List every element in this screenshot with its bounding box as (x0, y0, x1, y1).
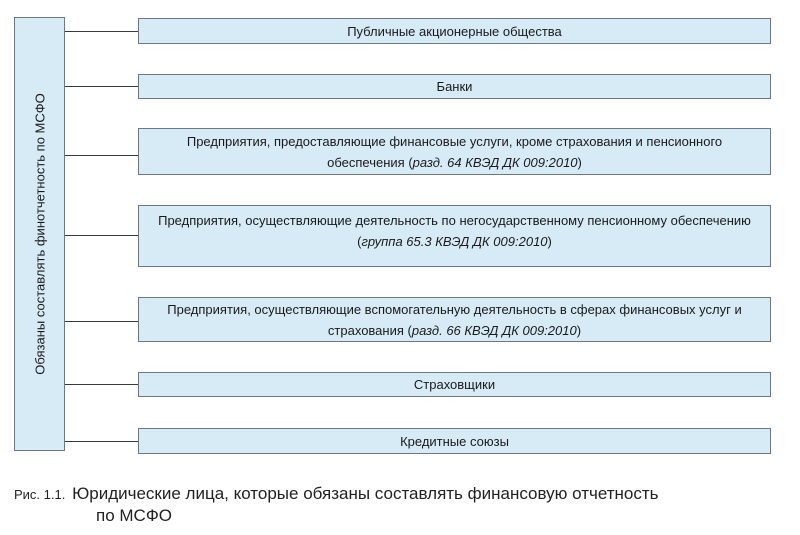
obligated-entities-box (14, 17, 65, 451)
obligated-entities-label: Обязаны составлять финотчетность по МСФО (32, 93, 47, 375)
connector-line (65, 441, 139, 442)
item-banks (138, 74, 771, 99)
connector-line (65, 321, 139, 322)
item-public-joint-stock-companies (138, 18, 771, 44)
item-classifier-reference: разд. 66 КВЭД ДК 009:2010 (411, 322, 577, 338)
item-auxiliary-financial-activity: Предприятия, осуществляющие вспомогательную деятельность в сферах финансовых услуг и страхования (разд. 66 КВЭД ДК 009:2010) (138, 297, 771, 342)
caption-line-2: по МСФО (96, 506, 172, 525)
caption-prefix: Рис. 1.1. (14, 487, 66, 502)
item-label: Предприятия, предоставляющие финансовые услуги, кроме страхования и пенсионного обеспечения (186, 133, 723, 170)
item-label: Предприятия, осуществляющие вспомогательную деятельность в сферах финансовых услуг и страхования (167, 301, 742, 338)
item-financial-services: Предприятия, предоставляющие финансовые услуги, кроме страхования и пенсионного обеспечения (разд. 64 КВЭД ДК 009:2010) (138, 128, 771, 175)
item-label: Публичные акционерные общества (347, 23, 562, 39)
connector-line (65, 31, 139, 32)
figure-caption (14, 483, 774, 526)
item-label: Страховщики (413, 377, 496, 392)
item-credit-unions (138, 428, 771, 454)
connector-line (65, 155, 139, 156)
item-classifier-reference: разд. 64 КВЭД ДК 009:2010 (412, 154, 578, 170)
item-label: Банки (436, 79, 473, 94)
item-label: Предприятия, осуществляющие деятельность по негосударственному пенсионному обеспечению (158, 213, 751, 228)
item-label: Кредитные союзы (400, 433, 509, 449)
item-insurers (138, 372, 771, 397)
caption-line-1: Юридические лица, которые обязаны составлять финансовую отчетность (72, 484, 659, 503)
connector-line (65, 235, 139, 236)
item-classifier-reference: группа 65.3 КВЭД ДК 009:2010 (361, 234, 548, 249)
connector-line (65, 86, 139, 87)
connector-line (65, 384, 139, 385)
item-non-state-pension: Предприятия, осуществляющие деятельность по негосударственному пенсионному обеспечению (группа 65.3 КВЭД ДК 009:2010) (138, 205, 771, 267)
